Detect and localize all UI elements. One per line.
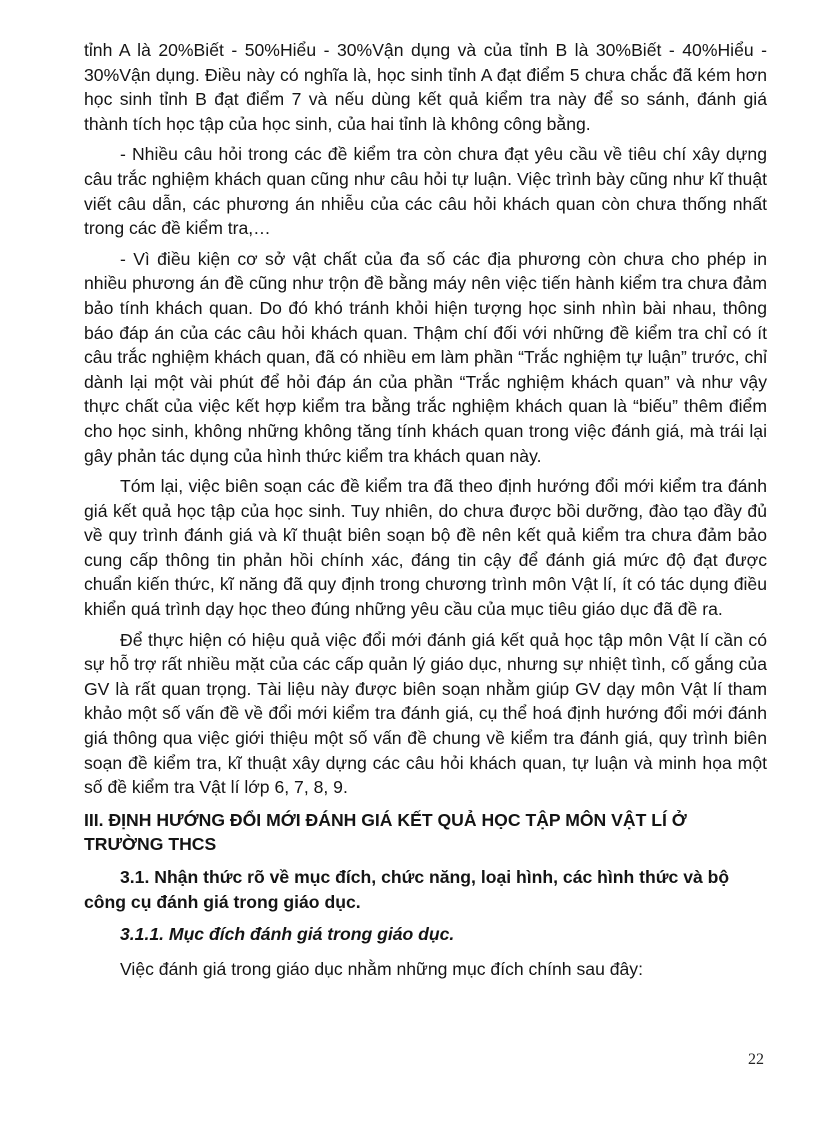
closing-paragraph: Việc đánh giá trong giáo dục nhằm những mục đích chính sau đây: <box>120 958 643 979</box>
subsubsection-heading: 3.1.1. Mục đích đánh giá trong giáo dục. <box>120 924 455 945</box>
paragraph-1: tỉnh A là 20%Biết - 50%Hiểu - 30%Vận dụng và của tỉnh B là 30%Biết - 40%Hiểu - 30%Vận dụng. Điều này có nghĩa là, học sinh tỉnh A đạt điểm 5 chưa chắc đã kém hơn học sinh tỉnh B đạt điểm 7 và nếu dùng kết quả kiểm tra này để so sánh, đánh giá thành tích học tập của học sinh, của hai tỉnh là không công bằng. <box>84 40 767 134</box>
subsection-heading: 3.1. Nhận thức rõ về mục đích, chức năng, loại hình, các hình thức và bộ công cụ đánh giá trong giáo dục. <box>84 867 730 912</box>
paragraph-4: Tóm lại, việc biên soạn các đề kiểm tra đã theo định hướng đổi mới kiểm tra đánh giá kết quả học tập của học sinh. Tuy nhiên, do chưa được bồi dưỡng, đào tạo đầy đủ về quy trình đánh giá và kĩ thuật biên soạn bộ đề nên kết quả kiểm tra chưa đảm bảo cung cấp thông tin phản hồi chính xác, đáng tin cậy để đánh giá mức độ đạt được chuẩn kiến thức, kĩ năng đã quy định trong chương trình môn Vật lí, ít có tác dụng điều khiển quá trình dạy học theo đúng những yêu cầu của mục tiêu giáo dục đã đề ra. <box>84 476 767 620</box>
page-number: 22 <box>748 1051 764 1068</box>
section-heading: III. ĐỊNH HƯỚNG ĐỔI MỚI ĐÁNH GIÁ KẾT QUẢ HỌC TẬP MÔN VẬT LÍ Ở TRƯỜNG THCS <box>84 809 687 855</box>
page-content <box>84 38 767 981</box>
paragraph-3: - Vì điều kiện cơ sở vật chất của đa số các địa phương còn chưa cho phép in nhiều phương án đề cũng như trộn đề bằng máy nên việc tiến hành kiểm tra chưa đảm bảo tính khách quan. Do đó khó tránh khỏi hiện tượng học sinh nhìn bài nhau, thông báo đáp án của các câu hỏi khách quan. Thậm chí đối với những đề kiểm tra chỉ có ít câu trắc nghiệm khách quan, đã có nhiều em làm phần “Trắc nghiệm tự luận” trước, chỉ dành lại một vài phút để hỏi đáp án của phần “Trắc nghiệm khách quan” và như vậy thực chất của việc kết hợp kiểm tra bằng trắc nghiệm khách quan là “biếu” thêm điểm cho học sinh, không những không tăng tính khách quan trong việc đánh giá, mà trái lại gây phản tác dụng của hình thức kiểm tra khách quan này. <box>84 248 767 466</box>
paragraph-2: - Nhiều câu hỏi trong các đề kiểm tra còn chưa đạt yêu cầu về tiêu chí xây dựng câu trắc nghiệm khách quan cũng như câu hỏi tự luận. Việc trình bày cũng như kĩ thuật viết câu dẫn, các phương án nhiễu của các câu hỏi khách quan còn chưa thống nhất trong các đề kiểm tra,… <box>84 144 767 239</box>
paragraph-5: Để thực hiện có hiệu quả việc đổi mới đánh giá kết quả học tập môn Vật lí cần có sự hỗ trợ rất nhiều mặt của các cấp quản lý giáo dục, nhưng sự nhiệt tình, cố gắng của GV là rất quan trọng. Tài liệu này được biên soạn nhằm giúp GV dạy môn Vật lí tham khảo một số vấn đề về đổi mới kiểm tra đánh giá, cụ thể hoá định hướng đổi mới đánh giá thông qua việc giới thiệu một số vấn đề chung về kiểm tra đánh giá, quy trình biên soạn đề kiểm tra, kĩ thuật xây dựng các câu hỏi khách quan, tự luận và minh họa một số đề kiểm tra Vật lí lớp 6, 7, 8, 9. <box>84 629 767 798</box>
